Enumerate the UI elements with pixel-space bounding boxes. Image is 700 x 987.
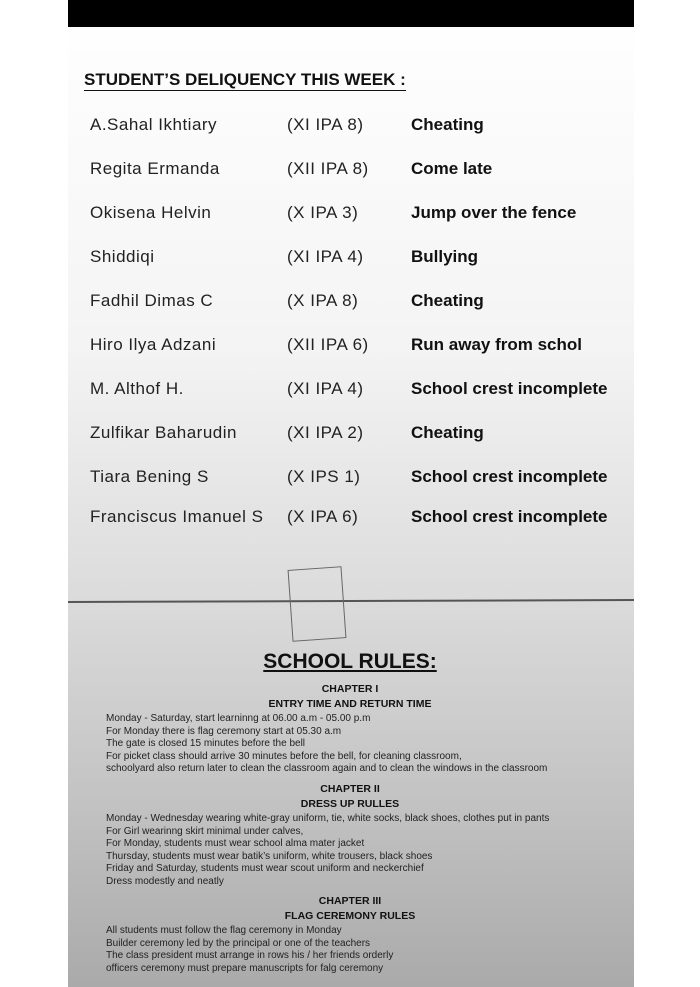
student-class: (X IPA 6): [287, 507, 359, 526]
student-class: (XI IPA 4): [287, 247, 364, 266]
student-name: Franciscus Imanuel S: [90, 507, 264, 526]
student-class: (X IPS 1): [287, 467, 361, 486]
student-row: [0, 335, 700, 359]
student-name: Regita Ermanda: [90, 159, 220, 178]
delinquency-heading: STUDENT’S DELIQUENCY THIS WEEK :: [84, 70, 406, 89]
rule-line: For Monday there is flag ceremony start at 05.30 a.m: [106, 725, 342, 737]
rule-line: officers ceremony must prepare manuscripts for falg ceremony: [106, 962, 384, 974]
tape-mark: [288, 566, 347, 642]
student-offense: Cheating: [411, 423, 484, 442]
student-name: Hiro Ilya Adzani: [90, 335, 217, 354]
rule-line: For picket class should arrive 30 minutes before the bell, for cleaning classroom,: [106, 750, 462, 762]
rule-line: The gate is closed 15 minutes before the bell: [106, 738, 306, 749]
student-name: Okisena Helvin: [90, 203, 212, 222]
student-offense: Run away from schol: [411, 335, 582, 354]
student-row: [0, 291, 700, 315]
chapter-title: FLAG CEREMONY RULES: [284, 910, 416, 922]
student-class: (X IPA 3): [287, 203, 359, 222]
school-rules-title: SCHOOL RULES:: [263, 650, 437, 673]
student-offense: Cheating: [411, 115, 484, 134]
student-row: [0, 507, 700, 531]
student-name: M. Althof H.: [90, 379, 184, 398]
student-class: (XI IPA 8): [287, 115, 364, 134]
rule-line: Builder ceremony led by the principal or one of the teachers: [106, 937, 371, 949]
rule-line: The class president must arrange in rows his / her friends orderly: [106, 950, 394, 961]
rule-line: Monday - Saturday, start learninng at 06.00 a.m - 05.00 p.m: [106, 713, 371, 724]
chapter-title: ENTRY TIME AND RETURN TIME: [268, 698, 432, 710]
rule-line: All students must follow the flag ceremony in Monday: [106, 925, 342, 936]
chapter-number: CHAPTER II: [320, 783, 380, 795]
rule-line: Thursday, students must wear batik’s uniform, white trousers, black shoes: [106, 850, 433, 862]
student-offense: Bullying: [411, 247, 479, 266]
student-name: A.Sahal Ikhtiary: [90, 115, 218, 134]
chapter-title: DRESS UP RULLES: [300, 798, 400, 810]
student-row: [0, 115, 700, 139]
rule-line: Dress modestly and neatly: [106, 875, 224, 887]
student-offense: School crest incomplete: [411, 467, 608, 486]
chapter-number: CHAPTER III: [318, 895, 382, 907]
student-name: Zulfikar Baharudin: [90, 423, 237, 442]
student-name: Tiara Bening S: [90, 467, 209, 486]
student-class: (XI IPA 2): [287, 423, 364, 442]
top-bar: [68, 0, 634, 27]
rule-line: For Monday, students must wear school alma mater jacket: [106, 838, 365, 849]
rule-line: Monday - Wednesday wearing white-gray uniform, tie, white socks, black shoes, clothes put in pants: [106, 813, 550, 824]
student-name: Shiddiqi: [90, 247, 155, 266]
student-class: (XII IPA 8): [287, 159, 369, 178]
student-row: [0, 247, 700, 271]
student-row: [0, 159, 700, 183]
student-name: Fadhil Dimas C: [90, 291, 214, 310]
rule-line: schoolyard also return later to clean the classroom again and to clean the windows in the classroom: [106, 763, 548, 774]
chapter-number: CHAPTER I: [321, 683, 379, 695]
student-row: [0, 423, 700, 447]
student-offense: School crest incomplete: [411, 507, 608, 526]
student-row: [0, 203, 700, 227]
student-class: (XI IPA 4): [287, 379, 364, 398]
student-offense: Come late: [411, 159, 493, 178]
student-row: [0, 379, 700, 403]
rule-line: Friday and Saturday, students must wear scout uniform and neckerchief: [106, 863, 424, 874]
student-offense: School crest incomplete: [411, 379, 608, 398]
student-class: (XII IPA 6): [287, 335, 369, 354]
student-class: (X IPA 8): [287, 291, 359, 310]
student-offense: Jump over the fence: [411, 203, 577, 222]
student-row: [0, 467, 700, 491]
rule-line: For Girl wearinng skirt minimal under calves,: [106, 825, 304, 837]
student-offense: Cheating: [411, 291, 484, 310]
